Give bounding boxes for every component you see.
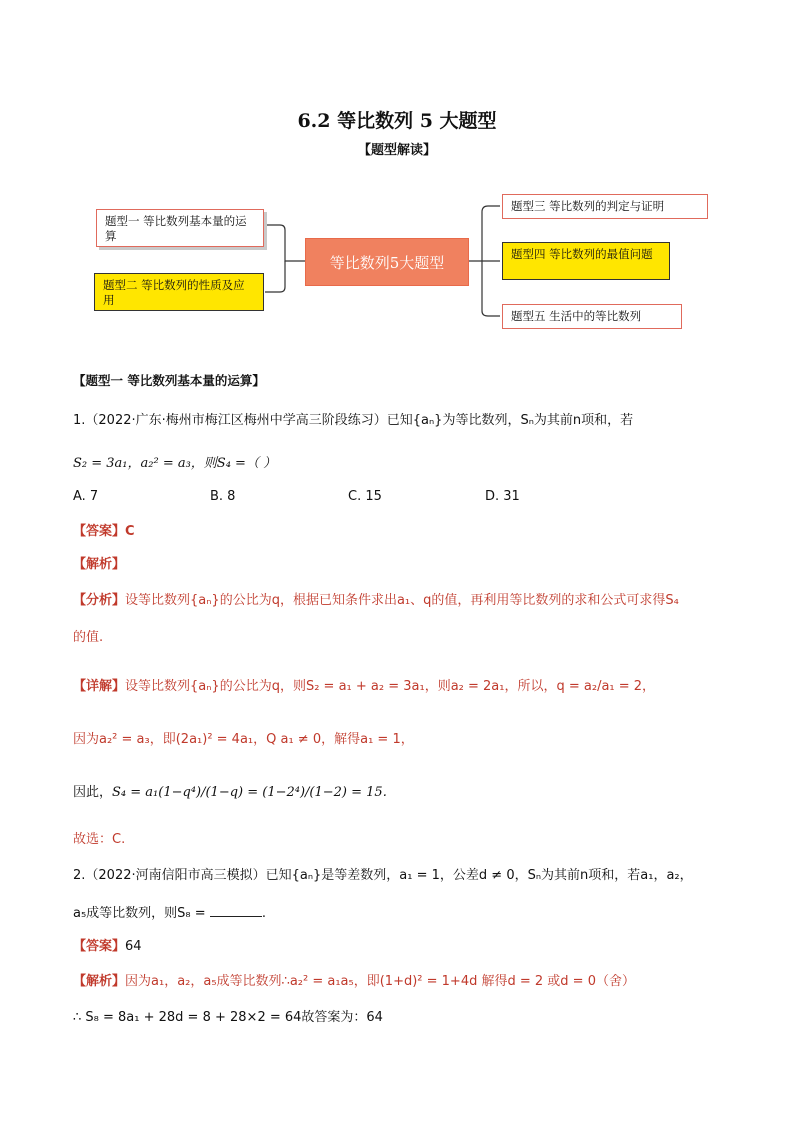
q2-answer: 64 xyxy=(125,939,142,954)
q1-detail-line-2: 因为a₂² = a₃，即(2a₁)² = 4a₁，Q a₁ ≠ 0，解得a₁ = 1， xyxy=(73,732,414,747)
mindmap-node-type3: 题型三 等比数列的判定与证明 xyxy=(502,194,708,219)
page-title: 6.2 等比数列 5 大题型 xyxy=(297,110,497,132)
page-subtitle: 【题型解读】 xyxy=(357,143,436,158)
q1-option-b: B. 8 xyxy=(210,489,236,504)
q2-stem-line-1: 2.（2022·河南信阳市高三模拟）已知{aₙ}是等差数列，a₁ = 1，公差d ≠ 0，Sₙ为其前n项和，若a₁，a₂， xyxy=(73,868,693,883)
q2-stem-end: . xyxy=(261,906,266,921)
section-heading: 【题型一 等比数列基本量的运算】 xyxy=(73,373,265,388)
q2-analysis-text: 因为a₁，a₂，a₅成等比数列∴a₂² = a₁a₅，即(1+d)² = 1+4d 解得d = 2 或d = 0（舍） xyxy=(125,974,635,989)
mindmap-node-type5: 题型五 生活中的等比数列 xyxy=(502,304,682,329)
q1-fenxi-label: 【分析】 xyxy=(73,593,126,608)
q2-analysis-label: 【解析】 xyxy=(73,974,126,989)
mindmap-center: 等比数列5大题型 xyxy=(305,238,469,286)
q1-option-c: C. 15 xyxy=(348,489,382,504)
q1-stem: 1.（2022·广东·梅州市梅江区梅州中学高三阶段练习）已知{aₙ}为等比数列，Sₙ为其前n项和，若 xyxy=(73,413,634,428)
q2-answer-blank xyxy=(210,906,262,917)
q1-option-d: D. 31 xyxy=(485,489,520,504)
q2-answer-label: 【答案】 xyxy=(73,939,126,954)
mindmap-node-type1: 题型一 等比数列基本量的运算 xyxy=(96,209,264,247)
q1-answer-label: 【答案】 xyxy=(73,524,126,539)
q1-option-a: A. 7 xyxy=(73,489,99,504)
q1-analysis-label: 【解析】 xyxy=(73,557,126,572)
q2-final: ∴ S₈ = 8a₁ + 28d = 8 + 28×2 = 64故答案为：64 xyxy=(73,1010,383,1025)
mindmap-node-type2: 题型二 等比数列的性质及应用 xyxy=(94,273,264,311)
q1-condition: S₂ = 3a₁，a₂² = a₃，则S₄ =（ ） xyxy=(73,456,277,471)
q1-detail-line-3: S₄ = a₁(1−q⁴)/(1−q) = (1−2⁴)/(1−2) = 15. xyxy=(112,785,387,800)
q1-answer: C xyxy=(125,524,135,539)
mindmap-node-type4: 题型四 等比数列的最值问题 xyxy=(502,242,670,280)
q1-fenxi-text: 设等比数列{aₙ}的公比为q，根据已知条件求出a₁、q的值，再利用等比数列的求和公式可求得S₄ xyxy=(125,593,679,608)
q2-stem-line-2: a₅成等比数列，则S₈ = xyxy=(73,906,206,921)
q1-detail-line-1: 设等比数列{aₙ}的公比为q，则S₂ = a₁ + a₂ = 3a₁，则a₂ = 2a₁，所以，q = a₂/a₁ = 2， xyxy=(125,679,656,694)
q1-detail-label: 【详解】 xyxy=(73,679,126,694)
q1-fenxi-text-2: 的值. xyxy=(73,630,104,645)
q1-detail-prefix: 因此， xyxy=(73,785,113,800)
q1-choose: 故选：C. xyxy=(73,832,126,847)
